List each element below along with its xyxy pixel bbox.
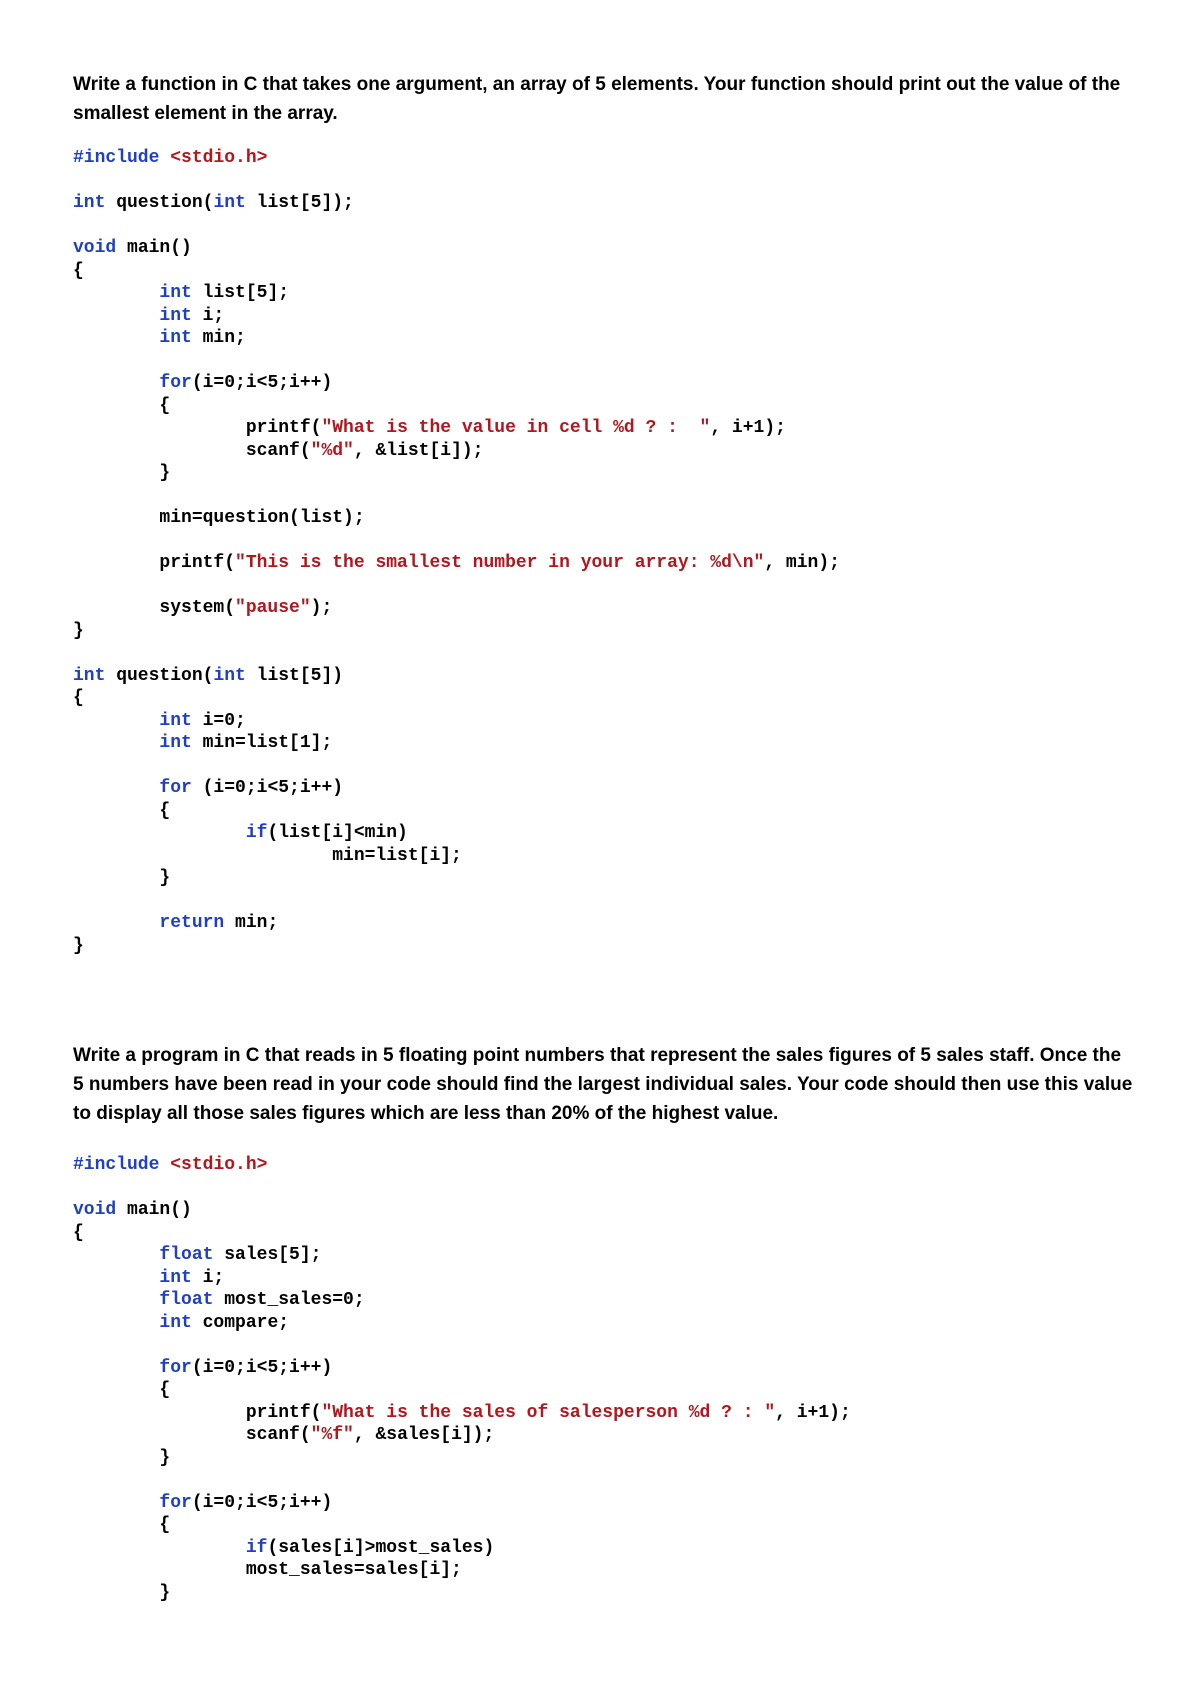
- code-text: [73, 283, 159, 303]
- code-line: [73, 350, 1153, 373]
- code-text: printf(: [73, 1402, 322, 1423]
- code-line: [73, 755, 1153, 778]
- code-text: [73, 711, 159, 731]
- code-text: system(: [73, 598, 236, 618]
- code-line: [73, 912, 1153, 935]
- code-line: [73, 1469, 1153, 1492]
- code-text: [73, 823, 246, 843]
- code-line: [73, 1357, 1153, 1380]
- code-keyword: int: [159, 1267, 192, 1288]
- code-text: , &list[i]);: [353, 440, 484, 461]
- code-keyword: int: [159, 710, 192, 731]
- code-text: {: [73, 395, 171, 416]
- code-line: [73, 1267, 1153, 1290]
- code-text: [159, 148, 170, 168]
- code-text: {: [73, 1515, 171, 1535]
- code-line: [73, 552, 1153, 575]
- code-keyword: return: [159, 913, 225, 933]
- code-text: main(): [116, 238, 192, 258]
- code-text: [73, 1245, 159, 1265]
- code-text: {: [73, 800, 171, 821]
- code-keyword: int: [213, 193, 246, 213]
- code-text: i;: [191, 1267, 225, 1288]
- code-keyword: int: [73, 193, 106, 213]
- code-text: [73, 1268, 159, 1288]
- code-keyword: int: [213, 665, 246, 686]
- code-text: [73, 373, 159, 393]
- code-text: list[5];: [191, 283, 290, 303]
- code-keyword: float: [159, 1290, 214, 1310]
- code-line: [73, 890, 1153, 913]
- code-keyword: #include: [73, 1155, 160, 1175]
- code-line: [73, 440, 1153, 463]
- code-string: "%d": [310, 440, 354, 461]
- code-line: [73, 710, 1153, 733]
- code-line: [73, 1424, 1153, 1447]
- code-line: [73, 530, 1153, 553]
- code-text: }: [73, 1447, 171, 1468]
- code-text: }: [73, 935, 84, 956]
- code-line: [73, 1199, 1153, 1222]
- code-text: sales[5];: [213, 1245, 322, 1265]
- code-text: (i=0;i<5;i++): [191, 1492, 333, 1513]
- code-line: [73, 1154, 1153, 1177]
- code-line: [73, 1559, 1153, 1582]
- code-text: i;: [191, 305, 225, 326]
- code-text: [73, 1358, 159, 1378]
- code-line: [73, 417, 1153, 440]
- code-text: , min);: [764, 553, 840, 573]
- code-line: [73, 305, 1153, 328]
- code-line: [73, 687, 1153, 710]
- code-line: [73, 575, 1153, 598]
- code-line: [73, 1492, 1153, 1515]
- code-text: );: [310, 598, 333, 618]
- code-line: [73, 260, 1153, 283]
- code-text: min;: [191, 328, 246, 348]
- code-keyword: float: [159, 1245, 214, 1265]
- code-line: [73, 777, 1153, 800]
- code-keyword: for: [159, 778, 192, 798]
- code-keyword: int: [73, 665, 106, 686]
- code-line: [73, 395, 1153, 418]
- code-line: [73, 800, 1153, 823]
- code-string: "%f": [310, 1425, 354, 1445]
- code-keyword: void: [73, 238, 117, 258]
- code-text: [73, 1538, 246, 1558]
- code-line: [73, 822, 1153, 845]
- code-string: "This is the smallest number in your array: %d\n": [235, 553, 765, 573]
- code-text: [159, 1155, 170, 1175]
- code-line: [73, 1514, 1153, 1537]
- code-text: [73, 913, 159, 933]
- code-text: (i=0;i<5;i++): [191, 778, 344, 798]
- code-text: }: [73, 463, 171, 483]
- code-text: (i=0;i<5;i++): [191, 1357, 333, 1378]
- code-line: [73, 1402, 1153, 1425]
- code-string: "What is the value in cell %d ? : ": [321, 418, 711, 438]
- code-text: min=list[1];: [191, 733, 333, 753]
- code-string: <stdio.h>: [170, 1155, 268, 1175]
- code-text: main(): [116, 1200, 192, 1220]
- code-text: [73, 733, 159, 753]
- code-text: {: [73, 688, 84, 708]
- code-keyword: void: [73, 1200, 117, 1220]
- code-line: [73, 1222, 1153, 1245]
- code-string: "pause": [235, 598, 311, 618]
- code-keyword: if: [245, 1537, 268, 1558]
- code-text: list[5]): [245, 665, 344, 686]
- code-keyword: int: [159, 733, 192, 753]
- code-line: [73, 732, 1153, 755]
- code-line: [73, 597, 1153, 620]
- code-line: [73, 215, 1153, 238]
- code-text: [73, 1290, 159, 1310]
- code-line: [73, 147, 1153, 170]
- code-keyword: for: [159, 1357, 192, 1378]
- code-text: , i+1);: [775, 1402, 851, 1423]
- code-line: [73, 372, 1153, 395]
- code-line: [73, 1244, 1153, 1267]
- code-line: [73, 1334, 1153, 1357]
- code-keyword: int: [159, 283, 192, 303]
- code-text: question(: [105, 665, 214, 686]
- code-line: [73, 462, 1153, 485]
- code-block-2: [73, 1154, 1153, 1604]
- code-text: [73, 778, 159, 798]
- code-line: [73, 1312, 1153, 1335]
- code-line: [73, 237, 1153, 260]
- code-text: [73, 1493, 159, 1513]
- code-text: min;: [224, 913, 279, 933]
- code-line: [73, 1537, 1153, 1560]
- code-text: most_sales=0;: [213, 1290, 365, 1310]
- code-line: [73, 327, 1153, 350]
- code-line: [73, 867, 1153, 890]
- code-text: scanf(: [73, 1425, 311, 1445]
- code-line: [73, 192, 1153, 215]
- code-text: compare;: [191, 1312, 290, 1333]
- code-text: }: [73, 620, 84, 641]
- code-text: min=list[i];: [73, 845, 462, 866]
- code-line: [73, 282, 1153, 305]
- code-keyword: if: [245, 823, 268, 843]
- question-1-prompt: Write a function in C that takes one argument, an array of 5 elements. Your function should print out the value of the smallest element in the array.: [73, 74, 1121, 124]
- code-line: [73, 1582, 1153, 1605]
- code-text: {: [73, 260, 84, 281]
- code-text: scanf(: [73, 440, 311, 461]
- code-text: [73, 306, 159, 326]
- code-text: , i+1);: [710, 418, 786, 438]
- code-line: [73, 1447, 1153, 1470]
- code-keyword: int: [159, 328, 192, 348]
- code-keyword: int: [159, 305, 192, 326]
- code-keyword: for: [159, 1492, 192, 1513]
- code-text: (i=0;i<5;i++): [191, 373, 333, 393]
- code-text: list[5]);: [245, 193, 354, 213]
- code-text: [73, 1313, 159, 1333]
- code-line: [73, 642, 1153, 665]
- code-text: }: [73, 1582, 171, 1603]
- code-text: most_sales=sales[i];: [73, 1560, 462, 1580]
- code-line: [73, 1177, 1153, 1200]
- code-text: printf(: [73, 418, 322, 438]
- code-line: [73, 1289, 1153, 1312]
- code-string: <stdio.h>: [170, 148, 268, 168]
- code-line: [73, 507, 1153, 530]
- code-text: , &sales[i]);: [353, 1425, 495, 1445]
- code-text: i=0;: [191, 710, 246, 731]
- code-line: [73, 845, 1153, 868]
- code-line: [73, 485, 1153, 508]
- code-string: "What is the sales of salesperson %d ? : ": [321, 1402, 776, 1423]
- code-text: {: [73, 1380, 171, 1400]
- code-text: (sales[i]>most_sales): [267, 1537, 495, 1558]
- code-text: min=question(list);: [73, 508, 365, 528]
- code-text: (list[i]<min): [267, 823, 408, 843]
- code-block-1: [73, 147, 1153, 957]
- question-2-prompt: Write a program in C that reads in 5 floating point numbers that represent the sales figures of 5 sales staff. Once the 5 numbers have been read in your code should find the largest individual sales. Your code should then use this value to display all those sales figures which are less than 20% of the highest value.: [73, 1045, 1133, 1124]
- code-keyword: #include: [73, 148, 160, 168]
- code-line: [73, 665, 1153, 688]
- code-line: [73, 935, 1153, 958]
- code-text: question(: [105, 193, 214, 213]
- code-text: }: [73, 868, 171, 888]
- code-line: [73, 170, 1153, 193]
- code-text: {: [73, 1222, 84, 1243]
- code-line: [73, 620, 1153, 643]
- code-text: [73, 328, 159, 348]
- code-keyword: int: [159, 1312, 192, 1333]
- code-keyword: for: [159, 373, 192, 393]
- code-line: [73, 1379, 1153, 1402]
- code-text: printf(: [73, 553, 236, 573]
